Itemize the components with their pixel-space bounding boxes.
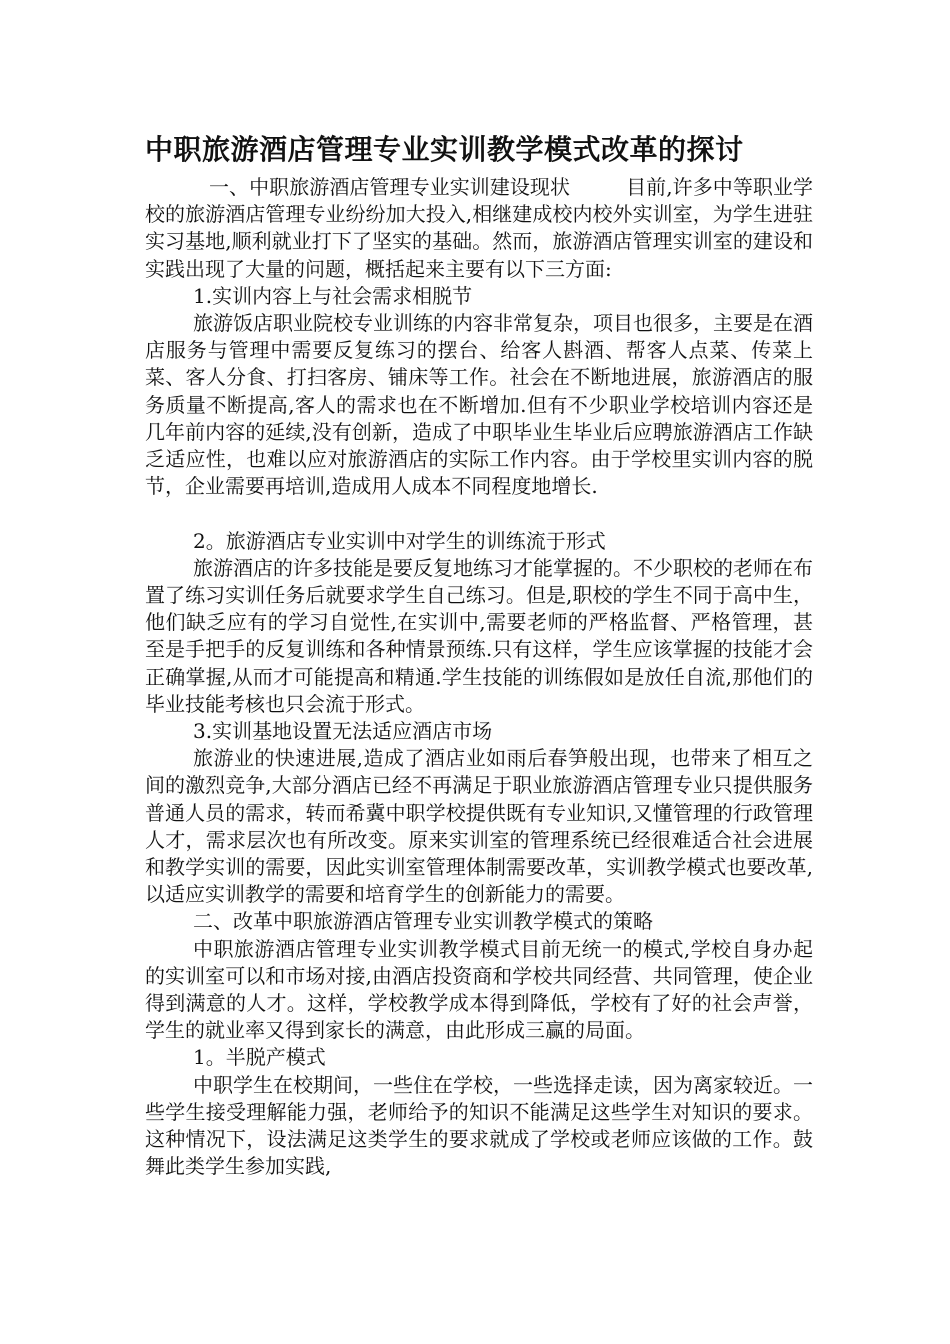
mode1-paragraph: 中职学生在校期间，一些住在学校，一些选择走读，因为离家较近。一些学生接受理解能力强，老师给予的知识不能满足这些学生对知识的要求。这种情况下，设法满足这类学生的要求就成了学校或老师应该做的工作。鼓舞此类学生参加实践, bbox=[145, 1072, 813, 1179]
section2-heading: 2。旅游酒店专业实训中对学生的训练流于形式 bbox=[193, 528, 606, 553]
intro-heading: 一、中职旅游酒店管理专业实训建设现状 bbox=[209, 175, 571, 199]
section2-paragraph: 旅游酒店的许多技能是要反复地练习才能掌握的。不少职校的老师在布置了练习实训任务后就要求学生自己练习。但是,职校的学生不同于高中生，他们缺乏应有的学习自觉性,在实训中,需要老师的严格监督、严格管理，甚至是手把手的反复训练和各种情景预练.只有这样，学生应该掌握的技能才会正确掌握,从而才可能提高和精通.学生技能的训练假如是放任自流,那他们的毕业技能考核也只会流于形式。 bbox=[145, 555, 813, 716]
intro-paragraph bbox=[145, 174, 813, 283]
document-page bbox=[145, 128, 813, 1181]
document-body bbox=[145, 174, 813, 1181]
section3-heading: 3.实训基地设置无法适应酒店市场 bbox=[193, 719, 493, 744]
part2-paragraph: 中职旅游酒店管理专业实训教学模式目前无统一的模式,学校自身办起的实训室可以和市场对接,由酒店投资商和学校共同经营、共同管理，使企业得到满意的人才。这样，学校教学成本得到降低，学校有了好的社会声誉，学生的就业率又得到家长的满意，由此形成三赢的局面。 bbox=[145, 936, 813, 1043]
section1-heading: 1.实训内容上与社会需求相脱节 bbox=[193, 283, 473, 308]
blank-line bbox=[145, 500, 813, 527]
section3-paragraph: 旅游业的快速进展,造成了酒店业如雨后春笋般出现，也带来了相互之间的激烈竞争,大部分酒店已经不再满足于职业旅游酒店管理专业只提供服务普通人员的需求，转而希冀中职学校提供既有专业知识,又懂管理的行政管理人才，需求层次也有所改变。原来实训室的管理系统已经很难适合社会进展和教学实训的需要，因此实训室管理体制需要改革，实训教学模式也要改革,以适应实训教学的需要和培育学生的创新能力的需要。 bbox=[145, 746, 813, 907]
section1-paragraph: 旅游饭店职业院校专业训练的内容非常复杂，项目也很多，主要是在酒店服务与管理中需要反复练习的摆台、给客人斟酒、帮客人点菜、传菜上菜、客人分食、打扫客房、铺床等工作。社会在不断地进展，旅游酒店的服务质量不断提高,客人的需求也在不断增加.但有不少职业学校培训内容还是几年前内容的延续,没有创新，造成了中职毕业生毕业后应聘旅游酒店工作缺乏适应性，也难以应对旅游酒店的实际工作内容。由于学校里实训内容的脱节，企业需要再培训,造成用人成本不同程度地增长. bbox=[145, 311, 813, 499]
document-title: 中职旅游酒店管理专业实训教学模式改革的探讨 bbox=[145, 133, 744, 166]
part2-heading: 二、改革中职旅游酒店管理专业实训教学模式的策略 bbox=[193, 909, 653, 934]
mode1-heading: 1。半脱产模式 bbox=[193, 1045, 326, 1070]
intro-text: 目前,许多中等职业学校的旅游酒店管理专业纷纷加大投入,相继建成校内校外实训室，为学生进驻实习基地,顺利就业打下了坚实的基础。然而，旅游酒店管理实训室的建设和实践出现了大量的问题，概括起来主要有以下三方面: bbox=[145, 175, 814, 281]
